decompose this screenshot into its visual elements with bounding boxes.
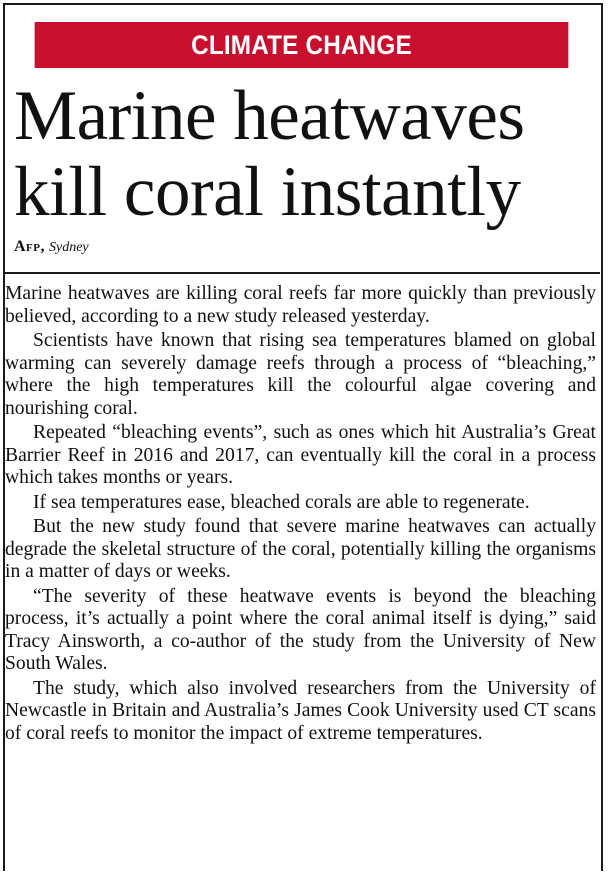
headline [14, 78, 604, 230]
headline-line-2: kill coral instantly [14, 153, 521, 231]
paragraph-1: Marine heatwaves are killing coral reefs far more quickly than previously believed, according to a new study released yesterday. [5, 283, 596, 327]
paragraph-2: Scientists have known that rising sea temperatures blamed on global warming can severely damage reefs through a process of “bleaching,” where the high temperatures kill the colourful algae covering and nourishing coral. [5, 330, 596, 419]
headline-line-1: Marine heatwaves [14, 77, 525, 155]
paragraph-3: Repeated “bleaching events”, such as ones which hit Australia’s Great Barrier Reef in 2016 and 2017, can eventually kill the coral in a process which takes months or years. [5, 422, 596, 488]
paragraph-4: If sea temperatures ease, bleached corals are able to regenerate. [33, 491, 530, 513]
paragraph-7: The study, which also involved researchers from the University of Newcastle in Britain and Australia’s James Cook University used CT scans of coral reefs to monitor the impact of extreme temperatures. [5, 677, 596, 744]
section-kicker: CLIMATE CHANGE [35, 22, 569, 68]
byline [14, 238, 89, 256]
article-body [5, 283, 596, 747]
paragraph-6: “The severity of these heatwave events is beyond the bleaching process, it’s actually a point where the coral animal itself is dying,” said Tracy Ainsworth, a co-author of the study from the University of New South Wales. [5, 585, 596, 674]
byline-agency: Afp, [14, 238, 45, 255]
divider-rule [5, 272, 600, 274]
byline-place: Sydney [49, 240, 89, 255]
paragraph-5: But the new study found that severe marine heatwaves can actually degrade the skeletal structure of the coral, potentially killing the organisms in a matter of days or weeks. [5, 516, 596, 582]
